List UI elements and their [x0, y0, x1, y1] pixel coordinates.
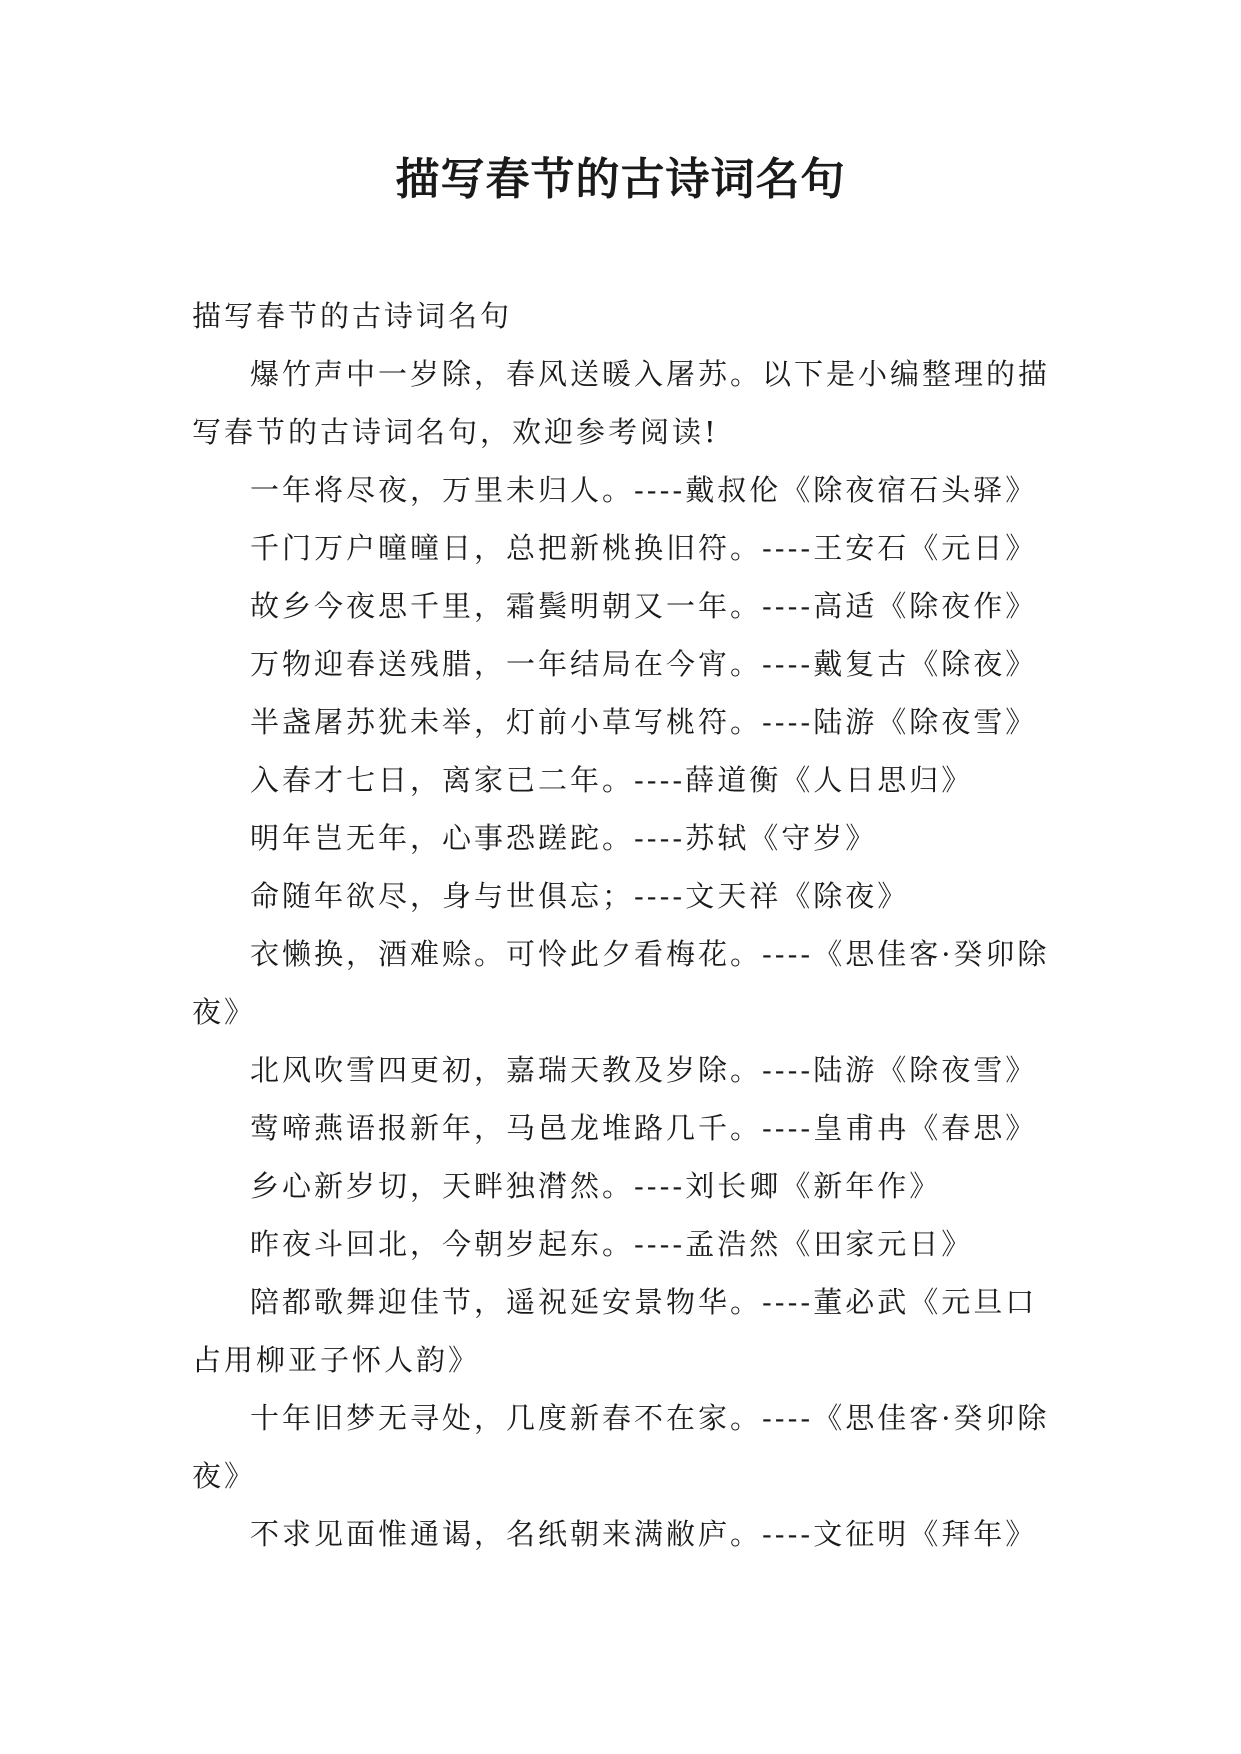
- poem-line: 昨夜斗回北，今朝岁起东。----孟浩然《田家元日》: [250, 1227, 974, 1261]
- poem-line: 命随年欲尽，身与世俱忘；----文天祥《除夜》: [250, 879, 910, 913]
- poem-line: 十年旧梦无寻处，几度新春不在家。----《思佳客·癸卯除夜》: [192, 1401, 1050, 1493]
- poem-line: 衣懒换，酒难赊。可怜此夕看梅花。----《思佳客·癸卯除夜》: [192, 937, 1050, 1029]
- document-title: 描写春节的古诗词名句: [395, 154, 846, 205]
- poem-line: 不求见面惟通谒，名纸朝来满敝庐。----文征明《拜年》: [250, 1517, 1038, 1551]
- intro-paragraph: 爆竹声中一岁除，春风送暖入屠苏。以下是小编整理的描写春节的古诗词名句，欢迎参考阅读!: [192, 357, 1051, 449]
- poem-line: 一年将尽夜，万里未归人。----戴叔伦《除夜宿石头驿》: [250, 473, 1038, 507]
- poem-line: 陪都歌舞迎佳节，遥祝延安景物华。----董必武《元旦口占用柳亚子怀人韵》: [192, 1285, 1038, 1377]
- poem-line: 故乡今夜思千里，霜鬓明朝又一年。----高适《除夜作》: [250, 589, 1038, 623]
- poem-line: 乡心新岁切，天畔独潸然。----刘长卿《新年作》: [250, 1169, 942, 1203]
- poem-line: 千门万户曈曈日，总把新桃换旧符。----王安石《元日》: [250, 531, 1038, 565]
- document-subtitle: 描写春节的古诗词名句: [192, 299, 513, 333]
- poem-line: 入春才七日，离家已二年。----薛道衡《人日思归》: [250, 763, 974, 797]
- document-body: [192, 287, 1056, 1563]
- poem-line: 莺啼燕语报新年，马邑龙堆路几千。----皇甫冉《春思》: [250, 1111, 1038, 1145]
- poem-line: 万物迎春送残腊，一年结局在今宵。----戴复古《除夜》: [250, 647, 1038, 681]
- poem-line: 北风吹雪四更初，嘉瑞天教及岁除。----陆游《除夜雪》: [250, 1053, 1038, 1087]
- poem-line: 明年岂无年，心事恐蹉跎。----苏轼《守岁》: [250, 821, 878, 855]
- poem-line: 半盏屠苏犹未举，灯前小草写桃符。----陆游《除夜雪》: [250, 705, 1038, 739]
